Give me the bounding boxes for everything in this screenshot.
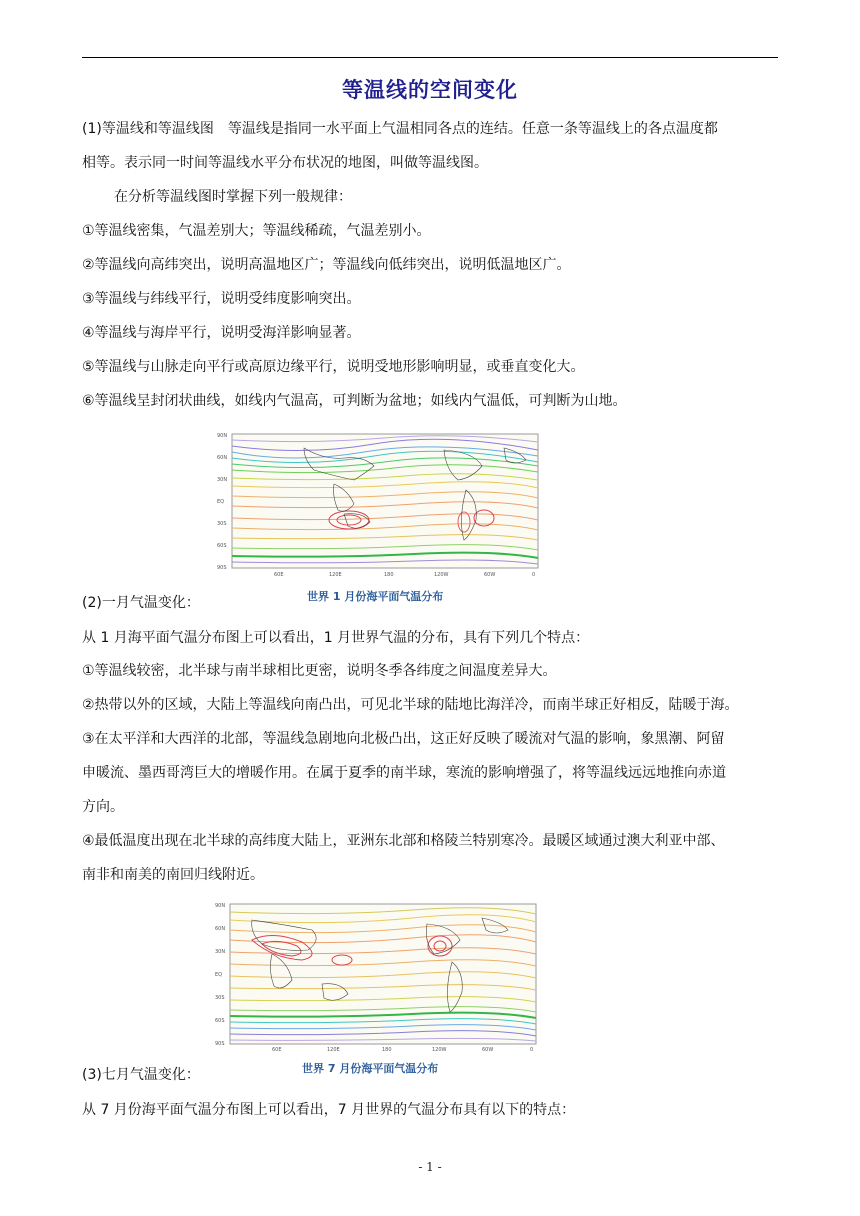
point-item: ①等温线较密，北半球与南半球相比更密，说明冬季各纬度之间温度差异大。 [82, 663, 557, 679]
lat-label: 90S [215, 1041, 225, 1047]
lat-label: 30N [215, 949, 226, 955]
point-item: 南非和南美的南回归线附近。 [82, 867, 264, 883]
paragraph: 从 7 月份海平面气温分布图上可以看出，7 月世界的气温分布具有以下的特点： [82, 1102, 576, 1118]
page-title: 等温线的空间变化 [342, 78, 518, 102]
lat-label: 30S [217, 521, 227, 527]
january-temperature-map [214, 430, 544, 608]
lon-label: 0 [532, 572, 536, 578]
point-item: 申暖流、墨西哥湾巨大的增暖作用。在属于夏季的南半球，寒流的影响增强了，将等温线远远地推向赤道 [82, 765, 726, 781]
rule-item: ③等温线与纬线平行，说明受纬度影响突出。 [82, 291, 361, 307]
point-item: ②热带以外的区域，大陆上等温线向南凸出，可见北半球的陆地比海洋冷，而南半球正好相反，陆暖于海。 [82, 697, 739, 713]
point-item: ④最低温度出现在北半球的高纬度大陆上，亚洲东北部和格陵兰特别寒冷。最暖区域通过澳大利亚中部、 [82, 833, 725, 849]
point-item: 方向。 [82, 799, 124, 815]
lon-label: 120W [432, 1047, 447, 1053]
lon-label: 60W [484, 572, 496, 578]
rule-item: ⑥等温线呈封闭状曲线，如线内气温高，可判断为盆地；如线内气温低，可判断为山地。 [82, 393, 627, 409]
rule-item: ②等温线向高纬突出，说明高温地区广；等温线向低纬突出，说明低温地区广。 [82, 257, 571, 273]
lon-label: 180 [384, 572, 394, 578]
rule-item: ④等温线与海岸平行，说明受海洋影响显著。 [82, 325, 361, 341]
lon-label: 0 [530, 1047, 534, 1053]
lon-label: 120E [327, 1047, 340, 1053]
paragraph: 相等。表示同一时间等温线水平分布状况的地图，叫做等温线图。 [82, 155, 488, 171]
lat-label: 60N [215, 926, 226, 932]
lat-label: 90N [217, 433, 228, 439]
header-rule [82, 57, 778, 58]
section-heading: (3)七月气温变化： [82, 1067, 200, 1083]
lat-label: 90S [217, 565, 227, 571]
lat-label: 60N [217, 455, 228, 461]
point-item: ③在太平洋和大西洋的北部，等温线急剧地向北极凸出，这正好反映了暖流对气温的影响，象黑潮、阿留 [82, 731, 725, 747]
lat-label: 60S [215, 1018, 225, 1024]
lon-label: 60W [482, 1047, 494, 1053]
lat-label: 60S [217, 543, 227, 549]
lat-label: 30S [215, 995, 225, 1001]
lat-label: 90N [215, 903, 226, 909]
page-number: - 1 - [418, 1160, 442, 1174]
lat-label: EQ [215, 972, 223, 978]
map-caption: 世界 1 月份海平面气温分布 [307, 590, 444, 603]
lat-label: 30N [217, 477, 228, 483]
paragraph: 在分析等温线图时掌握下列一般规律： [114, 189, 352, 205]
rule-item: ⑤等温线与山脉走向平行或高原边缘平行，说明受地形影响明显，或垂直变化大。 [82, 359, 585, 375]
lon-label: 180 [382, 1047, 392, 1053]
july-temperature-map [212, 900, 542, 1078]
lon-label: 60E [274, 572, 284, 578]
paragraph: 从 1 月海平面气温分布图上可以看出，1 月世界气温的分布，具有下列几个特点： [82, 630, 590, 646]
lon-label: 60E [272, 1047, 282, 1053]
lat-label: EQ [217, 499, 225, 505]
paragraph: (1)等温线和等温线图 等温线是指同一水平面上气温相同各点的连结。任意一条等温线上的各点温度都 [82, 121, 718, 137]
lon-label: 120E [329, 572, 342, 578]
lon-label: 120W [434, 572, 449, 578]
section-heading: (2)一月气温变化： [82, 595, 200, 611]
map-caption: 世界 7 月份海平面气温分布 [302, 1062, 439, 1075]
rule-item: ①等温线密集，气温差别大；等温线稀疏，气温差别小。 [82, 223, 431, 239]
